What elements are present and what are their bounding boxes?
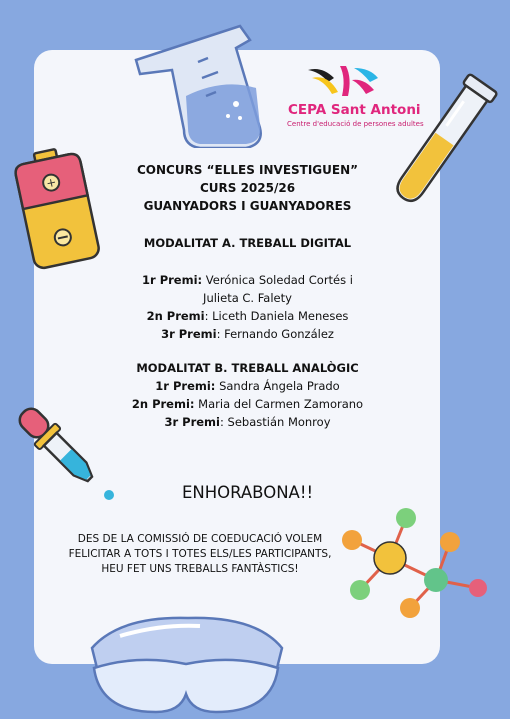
winners-heading: GUANYADORS I GUANYADORES — [143, 199, 352, 213]
closing-message: DES DE LA COMISSIÓ DE COEDUCACIÓ VOLEM FELICITAR A TOTS I TOTES ELS/LES PARTICIPANTS, HEU FET UNS TREBALLS FANTÀSTICS! — [68, 533, 332, 575]
logo-name: CEPA Sant Antoni — [288, 102, 421, 118]
logo-subtitle: Centre d'educació de persones adultes — [287, 120, 424, 128]
contest-title: CONCURS “ELLES INVESTIGUEN” — [136, 163, 359, 177]
contest-header — [90, 161, 405, 215]
category-a-prizes — [90, 271, 405, 343]
congratulations-text: ENHORABONA!! — [181, 483, 314, 502]
school-year: CURS 2025/26 — [199, 181, 296, 195]
category-a-title: MODALITAT A. TREBALL DIGITAL — [143, 236, 352, 250]
svg-text:+: + — [44, 174, 58, 191]
battery-illustration — [12, 146, 102, 274]
category-b-prizes — [90, 377, 405, 431]
prize-row: 1r Premi: Verónica Soledad Cortés i — [142, 273, 353, 287]
logo-mark-icon — [304, 64, 384, 102]
prize-row: 3r Premi: Fernando González — [161, 327, 334, 341]
prize-row: 3r Premi: Sebastián Monroy — [164, 415, 331, 429]
goggles-illustration — [80, 608, 292, 719]
beaker-illustration — [128, 18, 278, 148]
prize-row-continued: Julieta C. Falety — [203, 291, 292, 305]
category-b-title: MODALITAT B. TREBALL ANALÒGIC — [136, 361, 359, 375]
prize-row: 1r Premi: Sandra Ángela Prado — [155, 379, 340, 393]
prize-row: 2n Premi: Liceth Daniela Meneses — [146, 309, 349, 323]
prize-row: 2n Premi: Maria del Carmen Zamorano — [131, 397, 364, 411]
